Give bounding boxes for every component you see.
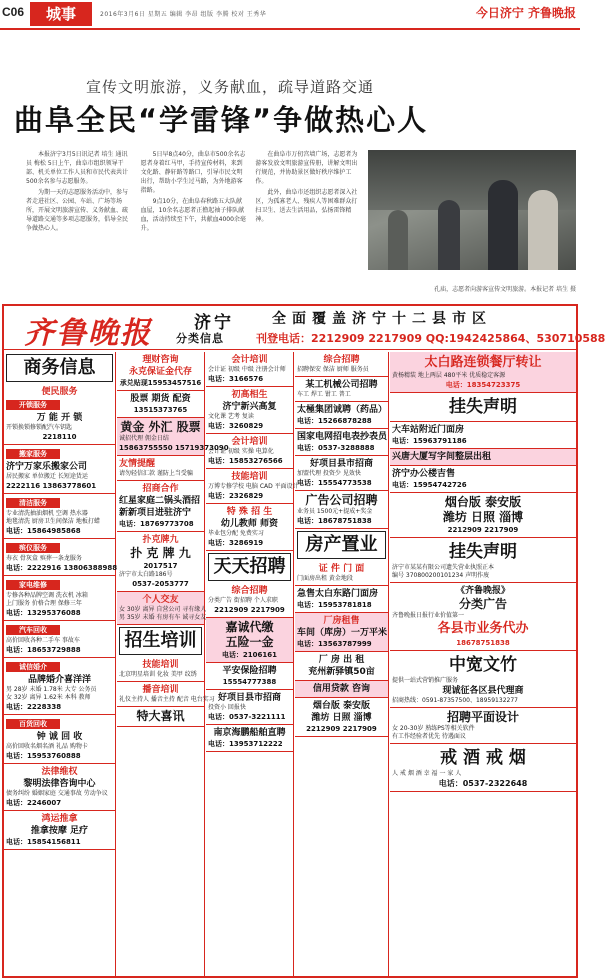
ad-phone: 电话：2326829 [208,492,264,500]
ad-block [117,481,204,532]
ad-text: 黄杨精装 地上两层 480平米 优质稳定客源 [392,372,506,379]
ad-text: 门面房出租 黄金地段 [297,575,353,582]
article-paragraph: 此外，曲阜市还组织志愿者深入社区，为孤寡老人、残疾人等困难群众打扫卫生、送去生活用品，弘扬雷锋精神。 [255,189,358,223]
ad-title: 黄金 外汇 股票 [120,420,201,434]
ad-phone: 电话：15953781818 [297,601,372,609]
ad-block [206,387,293,434]
ad-category: 法律维权 [41,767,78,777]
ad-title: 中宽文竹 [449,655,517,675]
ad-title: 品牌婚介喜洋洋 [27,675,91,685]
page-number: C06 [2,5,25,19]
ad-block [4,811,115,850]
ad-block [4,445,115,494]
ad-title: 戒 酒 戒 烟 [440,748,526,768]
ad-category: 便民服务 [41,387,78,397]
ad-block [390,449,576,466]
ad-title: 国家电网招电表抄表员 [297,432,388,442]
ad-title: 太極集团诚聘（药品） [297,405,388,415]
ad-category: 扑克牌九 [142,535,179,545]
ad-category: 特 殊 招 生 [226,507,273,517]
ad-tag: 清洁服务 [6,498,60,508]
ad-category: 个人交友 [142,595,179,605]
ad-block [117,657,204,682]
ad-phone: 电话：13953712222 [208,740,283,748]
ad-block [295,491,388,529]
ad-title: 兖州新驿镇50亩 [308,667,375,677]
article-paragraph: 9点10分，在曲阜春秋路五大队献血屋，10余名志愿者正撸起袖子排队献血，活动持续至下午，共献血4000余毫升。 [140,198,246,232]
ad-tag: 家电维修 [6,580,60,590]
ad-text: 男 35岁 未婚 有房有车 诚寻女友 [119,614,207,621]
ad-title: 幼儿教师 师资 [220,519,279,529]
ad-category: 播音培训 [142,685,179,695]
ad-phone: 电话：3286919 [208,539,264,547]
article-paragraph: 在曲阜市万仞宫墙广场，志愿者为游客发放文明旅游宣传册，讲解文明出行规范，并协助景区做好秩序维护工作。 [255,151,358,185]
ad-block [295,652,388,681]
ad-category: 初高相生 [231,390,268,400]
ad-title: 红星家庭二锅头酒招 [119,496,201,506]
ad-phone: 电话：15864985868 [6,527,81,535]
photo-person [528,190,558,270]
category-banner: 招生培训 [119,627,202,655]
ad-title: 黎明法律咨询中心 [23,779,96,789]
ad-text: 男 28岁 未婚 1.78米 大专 公务员 [6,686,97,693]
ad-title: 扑 克 牌 九 [130,546,191,560]
article-body [26,150,362,270]
ads-column-4 [295,352,389,976]
ad-category: 会计培训 [231,437,268,447]
category-banner: 天天招聘 [208,553,291,581]
ad-title: 某工机械公司招聘 [305,380,378,390]
ad-phone: 电话：15554773538 [297,479,372,487]
ad-title: 各县市业务代办 [437,621,529,636]
ad-text: 礼仪主持人 播音主持 配音 电台实习 [119,696,215,703]
ad-title: 大车站附近门面房 [392,425,465,435]
ad-block [295,698,388,737]
article-headline: 曲阜全民“学雷锋”争做热心人 [14,103,429,137]
ad-title: 平安保险招聘 [222,666,277,676]
ad-phone: 电话：18678751838 [297,517,372,525]
ad-title: 烟台版 泰安版 [312,701,371,711]
photo-person [388,210,408,270]
ad-block [117,418,229,456]
ad-block [206,504,293,551]
ad-block [295,377,388,402]
ad-title: 济宁办公楼吉售 [392,469,456,479]
ad-phone: 电话：18653729888 [6,646,81,654]
ad-block [4,576,115,621]
ad-text: 开锁换锁修锁配汽车钥匙 [6,424,73,431]
ad-text: 车工 焊工 钳工 普工 [297,391,351,398]
ad-category: 技能培训 [231,472,268,482]
ad-title: 信用贷款 咨询 [312,684,371,694]
ad-tag: 诚信婚介 [6,662,60,672]
ad-block [390,708,576,744]
ad-category: 招商合作 [142,484,179,494]
ad-phone: 18678751838 [456,639,510,647]
ad-title: 招聘平面设计 [446,710,519,724]
ads-phone: 刊登电话：2212909 2217909 QQ:1942425864、530710588 [256,332,605,345]
ad-phone: 电话：18354723375 [445,381,521,389]
masthead-logo: 今日济宁 齐鲁晚报 [475,6,576,20]
ad-block [390,583,576,651]
ad-text: 投资小 回报快 [208,704,246,711]
ad-block [117,352,204,391]
ad-title: 特大喜讯 [136,709,185,723]
page-header [0,0,580,30]
ad-title: 钟 诚 回 收 [36,732,83,742]
ad-category: 证 件 门 面 [318,564,365,574]
ad-block [206,690,293,725]
ad-title: 挂失声明 [449,397,517,417]
photo-person [438,200,460,270]
ad-text: 分类广告 街招聘 个人求职 [208,597,278,604]
ad-block [4,494,115,539]
ad-title: 潍坊 日照 淄博 [311,713,372,723]
ad-text: 女 20-30岁 熟练PS等相关软件 [392,725,475,732]
ad-phone: 电话：0537-3221111 [208,713,286,721]
ad-title: 兴唐大厦写字间整层出租 [392,452,492,462]
photo-caption: 孔庙，志愿者向游客宣传文明旅游。本报记者 培生 摄 [434,286,576,293]
ad-block [390,538,576,583]
ad-title: 现诚征各区县代理商 [442,686,524,696]
ads-column-5 [390,352,576,976]
ad-text: 人 戒 烟 酒 幸 福 一 家 人 [392,770,462,777]
ad-block [206,469,299,504]
ad-block [295,613,388,652]
ad-text: 高价回收各种二手车 事故车 [6,637,80,644]
ad-block [117,707,204,727]
ad-tag: 百货回收 [6,719,60,729]
ad-title: 《齐鲁晚报》 [455,586,510,596]
category-banner: 房产置业 [297,531,386,559]
ad-text: 居民搬家 单位搬迁 长短途货运 [6,473,88,480]
ad-phone: 电话：0537-3288888 [297,444,375,452]
ad-phone: 电话：15954742726 [392,481,467,489]
ad-text: 齐鲁晚报日报行业价值第一 [392,612,465,619]
photo-person [488,180,518,270]
ad-title: 南京海鹏船舶直聘 [213,728,286,738]
ad-phone: 13515373765 [133,406,188,414]
ad-phone: 电话：2228338 [6,703,62,711]
ad-block [206,618,293,663]
ad-block [117,532,204,592]
ad-text: 有工作经验者优先 待遇面议 [392,733,466,740]
ad-block [295,429,388,456]
ad-text: 招聘保安 保洁 厨师 服务员 [297,366,369,373]
ad-phone: 电话：2106161 [221,651,278,659]
ad-block [206,583,293,618]
ad-block [206,725,293,752]
ad-phone: 电话：15266878288 [297,417,372,425]
ad-text: 业务员 1500元+提成+奖金 [297,508,373,515]
ad-block [295,352,388,377]
ad-block [206,352,293,387]
ad-phone: 15554777388 [222,678,277,686]
classified-ads [2,304,605,978]
ad-block [295,586,388,613]
ad-text: 北京明星培训 化妆 美甲 纹绣 [119,671,197,678]
column-title: 商务信息 [6,354,113,382]
ad-category: 综合招聘 [323,355,360,365]
ad-phone: 电话：0537-2322648 [438,779,528,788]
ad-title: 万 能 开 锁 [36,413,83,423]
ad-block [4,539,118,576]
ad-block [390,352,576,393]
ad-title: 推拿按摩 足疗 [30,826,89,836]
ad-tag: 汽车回收 [6,625,60,635]
ad-category: 鸿运推拿 [41,814,78,824]
article-kicker: 宣传文明旅游，义务献血，疏导道路交通 [86,78,375,96]
ad-title: 好项目县市招商 [217,693,281,703]
ad-block [206,663,293,690]
ad-phone: 电话：3166576 [208,375,264,383]
ad-phone: 招商热线：0591-87357500、18959132277 [392,697,518,704]
ad-phone: 0537-2053777 [132,580,189,588]
ad-block [4,621,115,658]
ads-column-3 [206,352,299,976]
ad-text: 债务纠纷 婚姻家庭 交通事故 劳动争议 [6,790,108,797]
ad-phone: 电话：15953760888 [6,752,81,760]
ad-text: 高价回收名烟名酒 礼品 购物卡 [6,743,88,750]
ad-text: 编号 370800200101234 声明作废 [392,572,490,579]
ad-text: 专修各种品牌空调 洗衣机 冰箱 [6,592,88,599]
ad-text: 济宁市太白路186号 [119,571,173,578]
ad-phone: 电话：18769773708 [119,520,194,528]
ad-block [4,715,115,764]
ad-block [206,434,293,469]
ads-city: 济宁 [194,313,234,333]
article-paragraph: 5日早8点40分，曲阜市500余名志愿者身着红马甲，手持宣传材料，来到文化路、静轩路等路口，引导市民文明出行，帮助小学生过马路，为外地游客指路。 [140,151,246,194]
ads-column-1 [4,352,116,976]
ad-block [295,456,388,491]
ad-title: 潍坊 日照 淄博 [442,510,524,524]
ad-text: 寿衣 骨灰盒 殡葬一条龙服务 [6,555,82,562]
ad-block [295,681,388,698]
ad-title: 嘉诚代缴 [225,620,274,634]
ad-block [390,651,576,708]
ads-subtitle: 分类信息 [176,332,224,345]
ad-category: 综合招聘 [231,586,268,596]
ad-title: 厂 房 出 租 [318,655,365,665]
ad-phone: 电话：3260829 [208,422,264,430]
ad-block [117,592,207,625]
ad-category: 会计培训 [231,355,268,365]
ad-phone: 2222116 13863778601 [6,482,97,490]
ad-title: 烟台版 泰安版 [444,495,522,509]
ad-text: 会计证 初级 实操 电算化 [208,448,274,455]
ad-title: 挂失声明 [449,542,517,562]
ad-text: 专业清洗抽油烟机 空调 热水器 [6,510,88,517]
ad-category: 厂房租售 [323,616,360,626]
ad-phone: 承兑贴现15953457516 [119,379,202,387]
ad-text: 上门服务 价格合理 保修三年 [6,600,82,607]
ad-phone: 电话：15854156811 [6,838,81,846]
ads-header [4,306,605,351]
ad-tag: 殡仪服务 [6,543,60,553]
ad-phone: 电话：15963791186 [392,437,467,445]
ad-text: 会计证 初级 中级 注册会计师 [208,366,286,373]
ad-phone: 2212909 2217909 [447,526,519,534]
ad-phone: 电话：13563787999 [297,640,372,648]
ad-block [117,682,215,707]
article-photo [368,150,576,270]
ad-text: 万博专修学校 电脑 CAD 平面设计 [208,483,299,490]
ad-block [390,393,576,422]
ad-title: 好项目县市招商 [309,459,373,469]
ad-title: 分类广告 [458,597,507,611]
ad-title: 车间（库房）一万平米 [297,628,388,638]
ad-text: 地毯清洗 厨房卫生间保洁 地板打蜡 [6,518,100,525]
ad-text: 毕业包分配 免费实习 [208,530,264,537]
article-paragraph: 为期一天的志愿服务活动中，参与者走进社区、公园、车站、广场等场所，开展文明旅游宣传、义务献血、疏导道路交通等多项志愿服务，倡导全民争做热心人。 [26,189,129,232]
ad-block [117,391,204,418]
ad-title: 永克保证金代存 [128,367,192,377]
ad-title: 济宁新兴高复 [222,402,277,412]
ad-tag: 搬家服务 [6,449,60,459]
ad-phone: 电话：2222916 13806388988 [6,564,118,572]
ad-block [295,561,388,586]
ad-block [390,744,576,792]
ad-title: 济宁万家乐搬家公司 [6,462,88,472]
article-paragraph: 本报济宁3月5日讯记者 培生 通讯员 梅松 5日上午，曲阜市组织领导干部、机关单位工作人员和市民代表共计500余名参与志愿服务。 [26,151,129,185]
ad-text: 加盟代理 投资少 见效快 [297,470,361,477]
ad-block [295,402,388,429]
ad-block [4,384,115,445]
ad-phone: 2212909 2217909 [306,725,377,733]
ad-text: 文化课 艺考 复读 [208,413,254,420]
section-title: 城事 [30,2,92,26]
ad-phone: 电话：13295376088 [6,609,81,617]
ads-logo: 齐鲁晚报 [24,316,152,351]
ads-coverage: 全面覆盖济宁十二县市区 [272,311,492,327]
ad-block [390,466,576,493]
ad-phone: 2218110 [42,433,77,441]
ad-phone: 2212909 2217909 [214,606,285,614]
ad-title: 五险一金 [225,635,274,649]
ad-block [4,658,115,715]
ad-title: 太白路连锁餐厅转让 [424,355,542,370]
ad-title: 股票 期货 配资 [130,394,191,404]
ad-title: 友情提醒 [119,459,156,469]
ad-category: 技能培训 [142,660,179,670]
ad-phone: 电话：2246007 [6,799,62,807]
ad-title: 广告公司招聘 [305,493,378,507]
ad-tag: 开锁服务 [6,400,60,410]
ad-text: 请勿轻信汇款 谨防上当受骗 [119,470,193,477]
ad-text: 济宁市某某有限公司遗失营业执照正本 [392,564,495,571]
ad-phone: 15863755550 15719373090 [119,444,229,452]
ad-category: 理财咨询 [142,355,179,365]
ad-phone: 2017517 [143,562,178,570]
ad-block [4,764,115,811]
ad-block [390,493,576,538]
ad-block [390,422,576,449]
edition-meta: 2016年3月6日 星期五 编辑 李昂 组版 李腾 校对 王秀华 [100,11,267,18]
ad-text: 女 32岁 离异 1.62米 本科 教师 [6,694,91,701]
ad-title: 新新项目进驻济宁 [119,508,192,518]
ad-text: 提供一站式营销推广服务 [392,677,459,684]
ad-title: 急售太白东路门面房 [297,589,379,599]
ad-text: 女 30岁 离异 自营公司 寻有缘人 [119,606,207,613]
ad-phone: 电话：15853276566 [208,457,283,465]
ad-block [117,456,204,481]
ad-text: 诚招代理 佣金日结 [119,435,169,442]
